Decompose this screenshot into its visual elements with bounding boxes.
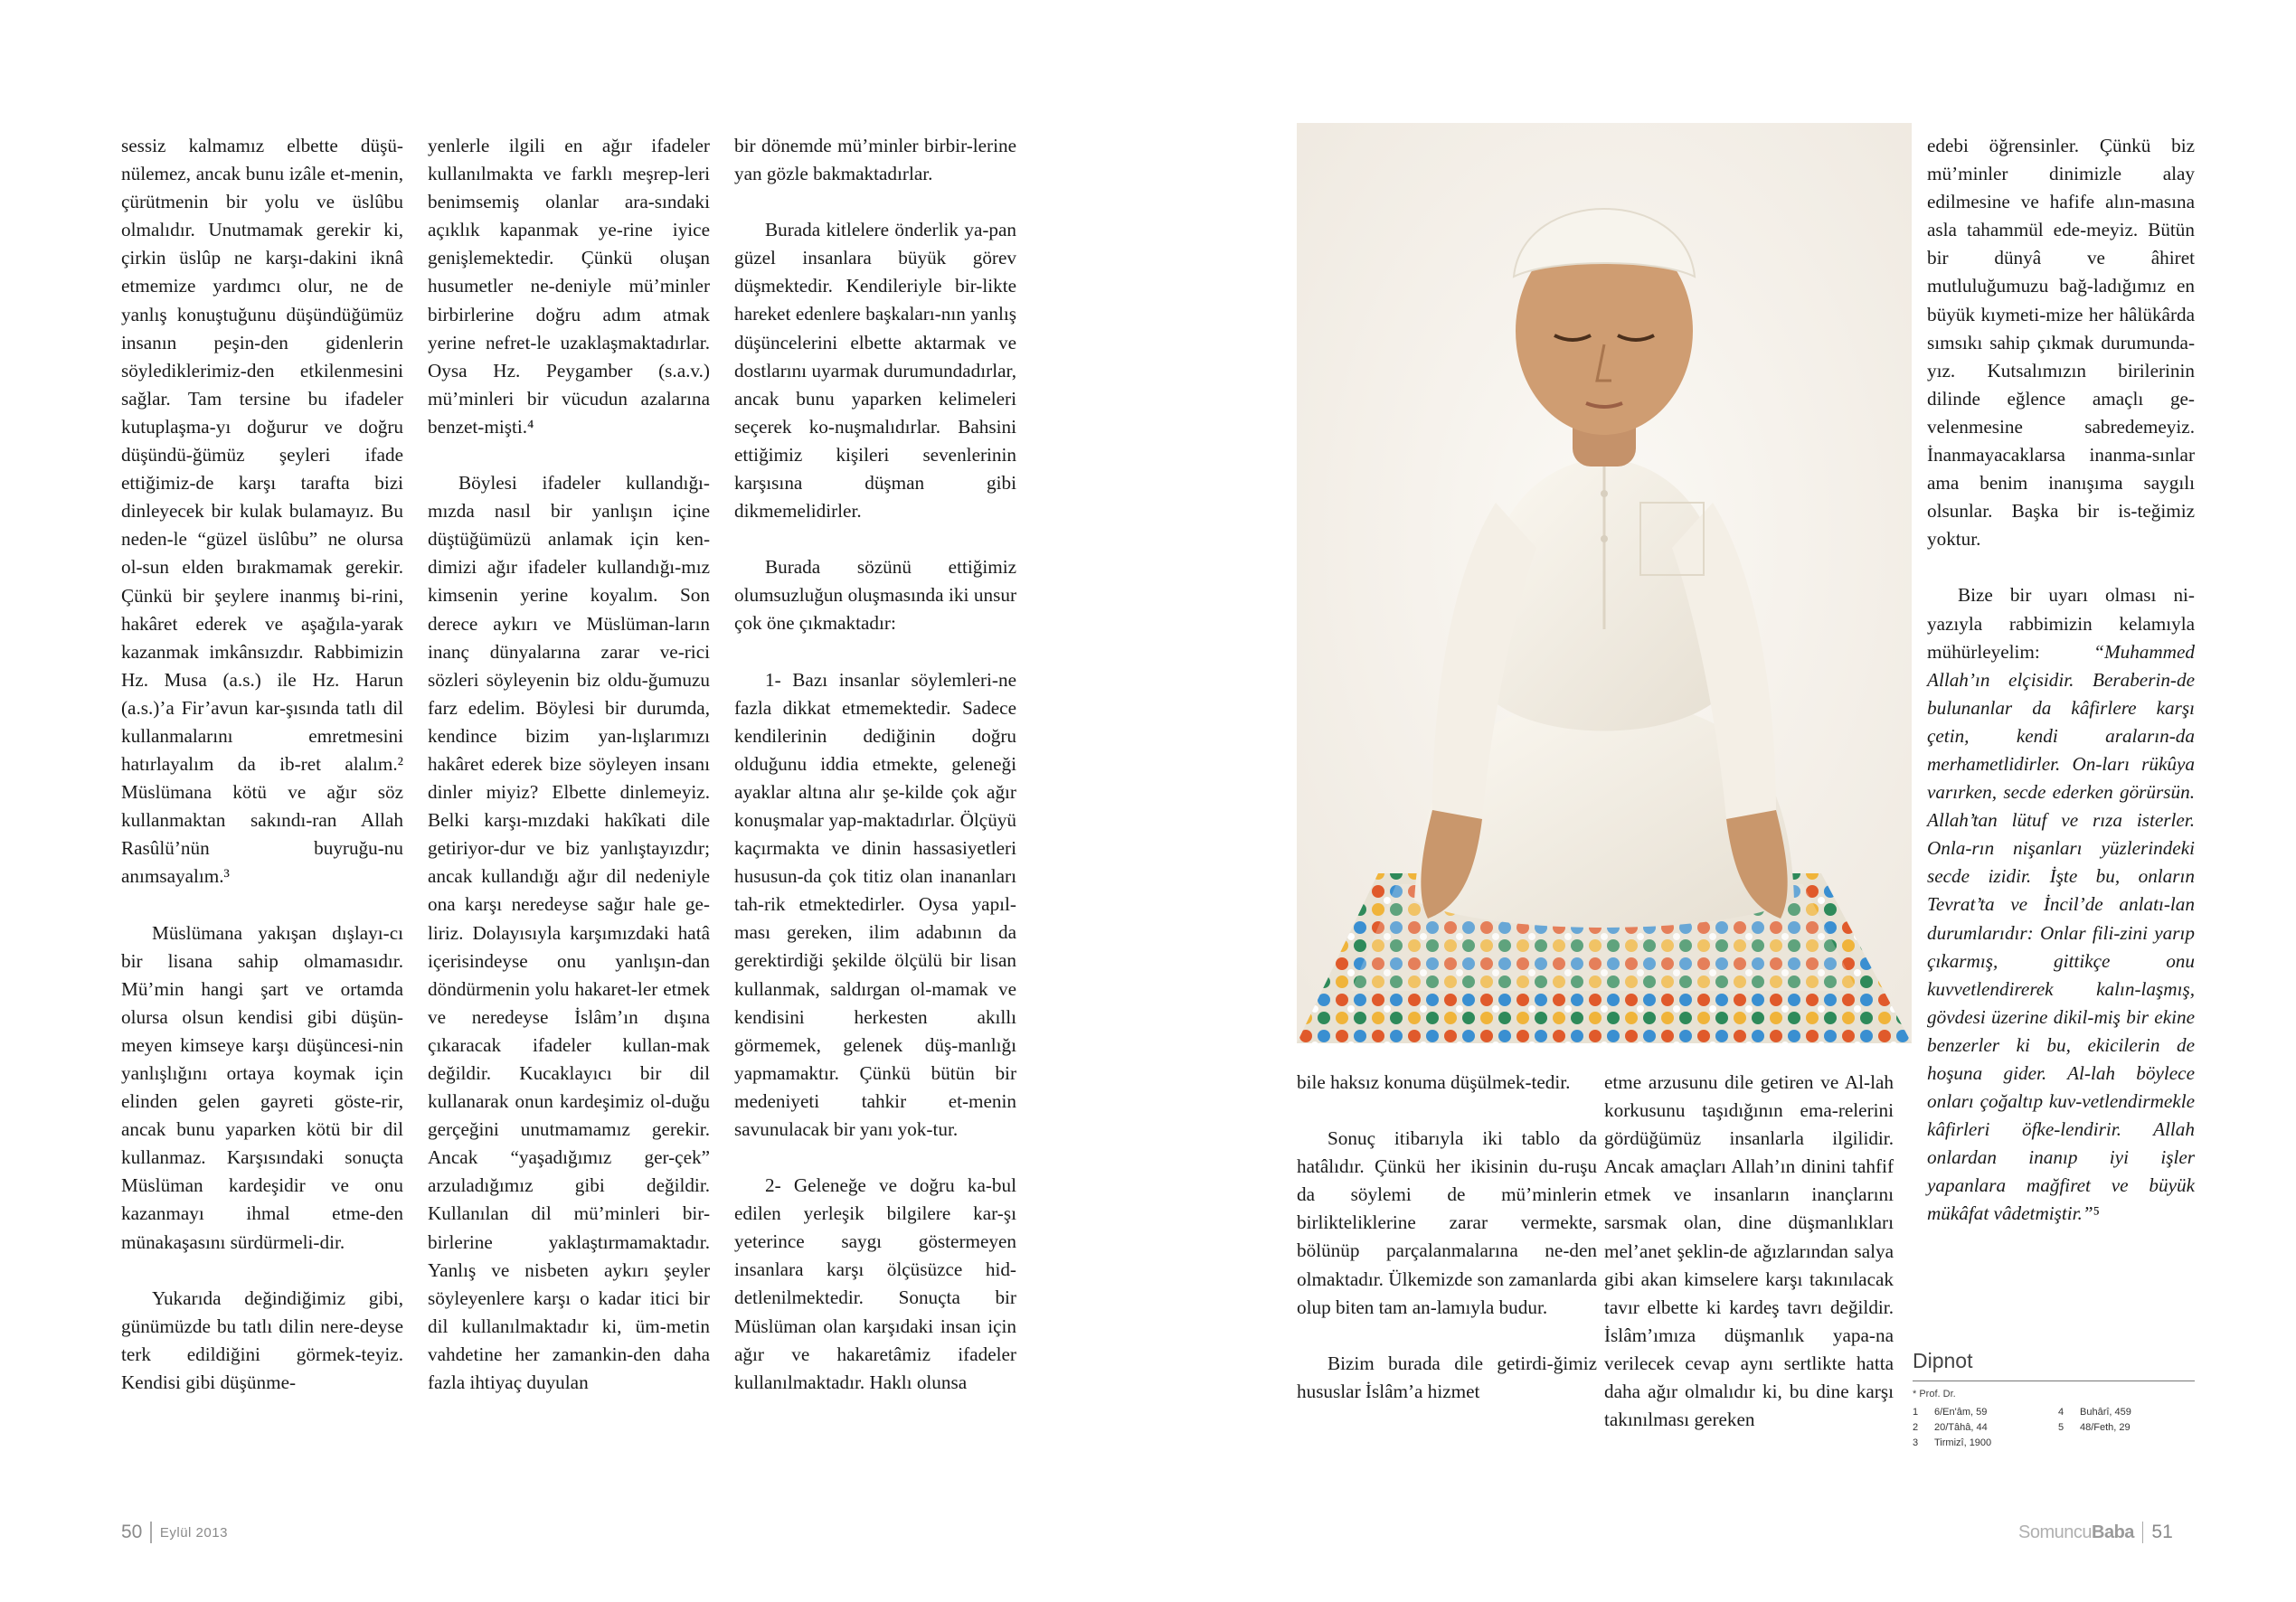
paragraph: Müslümana yakışan dışlayı-cı bir lisana sahip olmamasıdır. Mü’min hangi şart ve ortamda olursa olsun kendisi gibi düşün-meyen kimseye karşı düşüncesi-nin yanlışlığını ortaya koymak için elinden gelen gayreti göste-rir, ancak bunu yaparken kötü bir dil kullanmaz. Karşısındaki sonuçta Müslüman kardeşidir ve onu kazanmayı ihmal etme-den münakaşasını sürdürmeli-dir. bbox=[121, 921, 403, 1253]
footnote-text: Tirmizî, 1900 bbox=[1934, 1437, 1992, 1448]
brand-bold: Baba bbox=[2092, 1522, 2134, 1542]
footnote-number: 2 bbox=[1913, 1422, 1919, 1433]
footnote-item bbox=[2058, 1405, 2195, 1420]
column-4 bbox=[1297, 1069, 1597, 1406]
folio-divider bbox=[2142, 1522, 2144, 1543]
column-1 bbox=[121, 132, 403, 1397]
footnote-ref: ⁵ bbox=[2093, 1202, 2101, 1225]
paragraph: 1- Bazı insanlar söylemleri-ne fazla dikkat etmemektedir. Sadece kendilerinin dediğinin doğru olduğunu iddia etmekte, geleneği ayaklar altına alır şe-kilde çok ağır konuşmalar yap-maktadırlar. Ölçüyü kaçırmakta ve dinin hassasiyetleri hususun-da çok titiz olan inananları tah-rik etmektedirler. Oysa yapıl-ması gereken, ilim adabının da gerektirdiği şekilde ölçülü bir lisan kullanmak, saldırgan ol-mamak ve kendisini herkesten akıllı görmemek, gelenek düş-manlığı yapmamaktır. Çünkü bütün bir medeniyeti tahkir et-menin savunulacak bir yanı yok-tur. bbox=[734, 668, 1016, 1140]
paragraph: bile haksız konuma düşülmek-tedir. bbox=[1297, 1071, 1571, 1093]
page-number: 50 bbox=[121, 1522, 143, 1542]
footnotes-box bbox=[1913, 1349, 2195, 1451]
page-folio-left bbox=[121, 1522, 228, 1543]
column-2 bbox=[428, 132, 710, 1397]
footnote-item bbox=[1913, 1405, 2049, 1420]
paragraph: sessiz kalmamız elbette düşü-nülemez, ancak bunu izâle et-menin, çürütmenin bir yolu ve üslûbu olmalıdır. Unutmamak gerekir ki, çirkin üslûp ne karşı-dakini iknâ etmemize yardımcı olur, ne de yanlış konuştuğunu düşündüğümüz insanın peşin-den gidenlerin söylediklerimiz-den etkilenmesini sağlar. Tam tersine bu ifadeler kutuplaşma-yı doğurur ve doğru düşündü-ğümüz şeyleri ifade ettiğimiz-de karşı tarafta bizi dinleyecek bir kulak bulamayız. Bu neden-le “güzel üslûbu” ne olursa ol-sun elden bırakmamak gerekir. Çünkü bir şeylere inanmış bi-rini, hakâret ederek ve aşağıla-yarak kazanmak imkânsızdır. Rabbimizin Hz. Musa (a.s.) ile Hz. Harun (a.s.)’a Fir’avun kar-şısında tatlı dil kullanmalarını emretmesini hatırlayalım da ib-ret alalım.² Müslümana kötü ve ağır söz kullanmaktan sakındı-ran Allah Rasûlü’nün buyruğu-nu anımsayalım.³ bbox=[121, 135, 403, 888]
folio-divider bbox=[150, 1522, 152, 1543]
footnote-item bbox=[2058, 1420, 2195, 1436]
footnote-number: 1 bbox=[1913, 1407, 1919, 1418]
footnote-text: Buhârî, 459 bbox=[2080, 1407, 2131, 1418]
footnote-text: 20/Tâhâ, 44 bbox=[1934, 1422, 1988, 1433]
paragraph: etme arzusunu dile getiren ve Al-lah korkusunu taşıdığının ema-relerini gördüğümüz insanlarla ilgilidir. Ancak amaçları Allah’ın dinini tahfif etmek ve insanların inançlarını sarsmak olan, dine düşmanlıkları mel’anet şeklin-de ağızlarından salya gibi akan kimselere karşı takınılacak tavır elbette ki kardeş tavrı değildir. İslâm’ımıza düşmanlık yapa-na verilecek cevap aynı sertlikte hatta daha ağır olmalıdır ki, bu dine karşı takınılması gereken bbox=[1604, 1071, 1894, 1431]
page-folio-right bbox=[2018, 1522, 2173, 1543]
magazine-logo bbox=[2018, 1522, 2134, 1543]
column-6 bbox=[1927, 132, 2195, 1229]
paragraph: edebi öğrensinler. Çünkü biz mü’minler dinimizle alay edilmesine ve hafife alın-masına asla tahammül ede-meyiz. Bütün bir dünyâ ve âhiret mutluluğumuzu bağ-ladığımız en büyük kıymeti-mize her hâlükârda sımsıkı sahip çıkmak durumunda-yız. Kutsalımızın birilerinin dilinde eğlence amaçlı ge-velenmesine sabredemeyiz. İnanmayacaklarsa inanma-sınlar ama benim inanışıma saygılı olsunlar. Başka bir is-teğimiz yoktur. bbox=[1927, 135, 2195, 551]
paragraph: Böylesi ifadeler kullandığı-mızda nasıl bir yanlışın içine düştüğümüzü anlamak için ken-dimizi ağır ifadeler kullandığı-mız kimsenin yerine koyalım. Son derece aykırı ve Müslüman-ların inanç dünyalarına zarar ve-rici sözleri söyleyenin biz oldu-ğumuzu farz edelim. Böylesi bir durumda, kendince bizim yan-lışlarımızı hakâret ederek bize söyleyen insanı dinler miyiz? Elbette dinlemeyiz. Belki karşı-mızdaki hakîkati dile getiriyor-dur ve biz yanlıştayızdır; ancak kullandığı ağır dil nedeniyle ona karşı neredeyse sağır hale ge-liriz. Dolayısıyla karşımızdaki hatâ içerisindeyse onu yanlışın-dan döndürmenin yolu hakaret-ler etmek ve neredeyse İslâm’ın dışına çıkaracak ifadeler kullan-mak değildir. Kucaklayıcı bir dil kullanarak onun kardeşimiz ol-duğu gerçeğini unutmamamız gerekir. Ancak “yaşadığımız ger-çek” arzuladığımız gibi değildir. Kullanılan dil mü’minleri bir-birlerine yaklaştırmamaktadır. Yanlış ve nisbeten aykırı şeyler söyleyenlere karşı o kadar itici bir dil kullanılmaktadır ki, üm-metin vahdetine her zamankin-den daha fazla ihtiyaç duyulan bbox=[428, 472, 710, 1394]
quote-intro: Bize bir uyarı olması ni-yazıyla rabbimizin kelamıyla mühürleyelim: bbox=[1927, 584, 2195, 663]
paragraph: bir dönemde mü’minler birbir-lerine yan gözle bakmaktadırlar. bbox=[734, 135, 1016, 185]
praying-boy-photo bbox=[1297, 123, 1912, 1043]
quote-paragraph bbox=[1927, 581, 2195, 1228]
footnote-text: 48/Feth, 29 bbox=[2080, 1422, 2131, 1433]
footnote-text: 6/En'âm, 59 bbox=[1934, 1407, 1988, 1418]
paragraph: Burada sözünü ettiğimiz olumsuzluğun oluşmasında iki unsur çok öne çıkmaktadır: bbox=[734, 556, 1016, 635]
paragraph: Burada kitlelere önderlik ya-pan güzel insanlara büyük görev düşmektedir. Kendileriyle bir-likte hareket edenlere başkaları-nın yanlış düşüncelerini elbette aktarmak ve dostlarını uyarmak durumundadırlar, ancak bunu yaparken kelimeleri seçerek ko-nuşmalıdırlar. Bahsini ettiğimiz kişileri sevenlerinin karşısına düşman gibi dikmemelidirler. bbox=[734, 219, 1016, 523]
column-3 bbox=[734, 132, 1016, 1397]
footnote-item bbox=[1913, 1420, 2049, 1436]
paragraph: yenlerle ilgili en ağır ifadeler kullanılmakta ve farklı meşrep-leri benimsemiş olanlar ara-sındaki açıklık kapanmak ye-rine iyice genişlemektedir. Çünkü oluşan husumetler ne-deniyle mü’minler birbirlerine doğru adım atmak yerine nefret-le uzaklaşmaktadırlar. Oysa Hz. Peygamber (s.a.v.) mü’minleri bir vücudun azalarına benzet-mişti.⁴ bbox=[428, 135, 710, 438]
brand-light: Somuncu bbox=[2018, 1522, 2092, 1542]
footnote-list bbox=[1913, 1405, 2195, 1451]
paragraph: Bizim burada dile getirdi-ğimiz hususlar İslâm’a hizmet bbox=[1297, 1352, 1597, 1402]
footnote-number: 5 bbox=[2058, 1422, 2065, 1433]
issue-date: Eylül 2013 bbox=[159, 1524, 228, 1541]
paragraph: Sonuç itibarıyla iki tablo da hatâlıdır. Çünkü her ikisinin du-ruşu da söylemi de mü’minlerin birlikteliklerine zarar vermekte, bölünüp parçalanmalarına ne-den olmaktadır. Ülkemizde son zamanlarda olup biten tam an-lamıyla budur. bbox=[1297, 1127, 1597, 1318]
footnote-number: 3 bbox=[1913, 1437, 1919, 1448]
paragraph: 2- Geleneğe ve doğru ka-bul edilen yerleşik bilgilere kar-şı yeterince saygı göstermeyen insanlara karşı ölçüsüzce hid-detlenilmektedir. Sonuçta bir Müslüman olan karşıdaki insan için ağır ve hakaretâmiz ifadeler kullanılmaktadır. Haklı olunsa bbox=[734, 1174, 1016, 1393]
column-5 bbox=[1604, 1069, 1894, 1434]
page-number: 51 bbox=[2151, 1522, 2173, 1542]
footnotes-title: Dipnot bbox=[1913, 1349, 2195, 1381]
quran-quote: “Muhammed Allah’ın elçisidir. Beraberin-de bulunanlar da kâfirlere karşı çetin, kendi araların-da merhametlidirler. On-ları rükûya varırken, secde ederken görürsün. Allah’tan lütuf ve rıza isterler. Onla-rın nişanları yüzlerindeki secde izidir. İşte bu, onların Tevrat’ta ve İncil’de anlatı-lan durumlarıdır: Onlar fili-zini yarıp çıkarmış, gittikçe onu kuvvetlendirerek kalın-laşmış, gövdesi üzerine dikil-miş bir ekine benzerler ki bu, ekicilerin de hoşuna gider. Al-lah böylece onları çoğaltıp kuv-vetlendirmekle kâfirleri öfke-lendirir. Allah onlardan inanıp iyi işler yapanlara mağfiret ve büyük mükâfat vâdetmiştir.” bbox=[1927, 640, 2195, 1225]
paragraph: Yukarıda değindiğimiz gibi, günümüzde bu tatlı dilin nere-deyse terk edildiğini görmek-teyiz. Kendisi gibi düşünme- bbox=[121, 1286, 403, 1393]
author-note: * Prof. Dr. bbox=[1913, 1389, 1956, 1399]
footnote-item bbox=[1913, 1436, 2049, 1451]
footnote-number: 4 bbox=[2058, 1407, 2065, 1418]
